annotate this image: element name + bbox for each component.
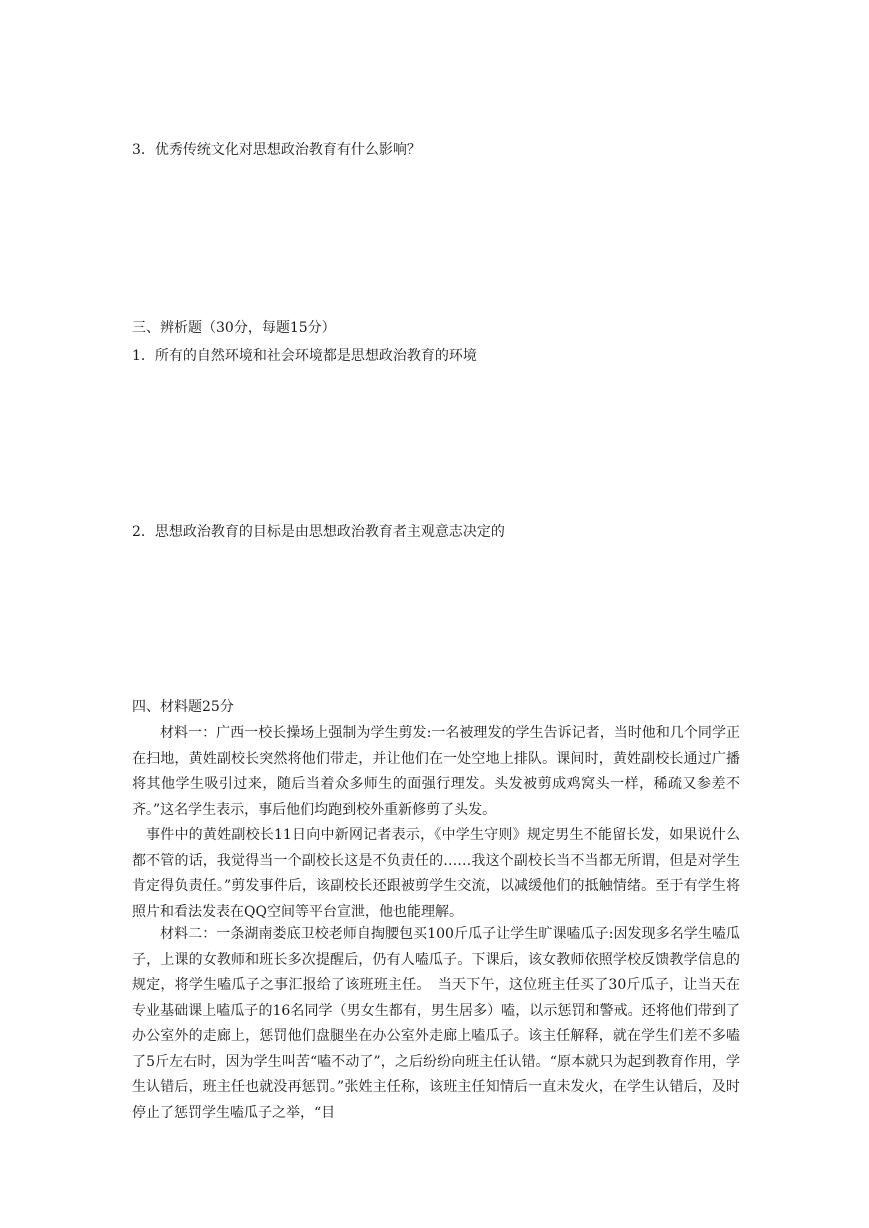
material-1-paragraph-2: 事件中的黄姓副校长11日向中新网记者表示，《中学生守则》规定男生不能留长发，如果说什么都不管的话，我觉得当一个副校长这是不负责任的……我这个副校长当不当都无所谓，但是对学生肯定得负责任。”剪发事件后，该副校长还跟被剪学生交流，以减缓他们的抵触情绪。至于有学生将照片和看法发表在QQ空间等平台宣泄，他也能理解。 <box>132 827 740 920</box>
question-discrimination-2: 2．思想政治教育的目标是由思想政治教育者主观意志决定的 <box>132 524 505 540</box>
section-heading-material: 四、材料题25分 <box>132 699 234 715</box>
question-3: 3．优秀传统文化对思想政治教育有什么影响？ <box>132 142 421 158</box>
section-heading-discrimination: 三、辨析题（30分，每题15分） <box>132 320 336 336</box>
question-discrimination-1: 1．所有的自然环境和社会环境都是思想政治教育的环境 <box>132 348 477 364</box>
material-2-paragraph-1: 材料二：一条湖南娄底卫校老师自掏腰包买100斤瓜子让学生旷课嗑瓜子:因发现多名学生嗑瓜子，上课的女教师和班长多次提醒后，仍有人嗑瓜子。下课后，该女教师依照学校反馈教学信息的规定，将学生嗑瓜子之事汇报给了该班班主任。 当天下午，这位班主任买了30斤瓜子，让当天在专业基础课上嗑瓜子的16名同学（男女生都有，男生居多）嗑，以示惩罚和警戒。还将他们带到了办公室外的走廊上，惩罚他们盘腿坐在办公室外走廊上嗑瓜子。该主任解释，就在学生们差不多嗑了5斤左右时，因为学生叫苦“嗑不动了”，之后纷纷向班主任认错。“原本就只为起到教育作用，学生认错后，班主任也就没再惩罚。”张姓主任称，该班主任知情后一直未发火，在学生认错后，及时停止了惩罚学生嗑瓜子之举，“目 <box>132 926 740 1121</box>
material-1-paragraph-1: 材料一：广西一校长操场上强制为学生剪发:一名被理发的学生告诉记者，当时他和几个同学正在扫地，黄姓副校长突然将他们带走，并让他们在一处空地上排队。课间时，黄姓副校长通过广播将其他学生吸引过来，随后当着众多师生的面强行理发。头发被剪成鸡窝头一样，稀疏又参差不齐。”这名学生表示，事后他们均跑到校外重新修剪了头发。 <box>132 725 740 818</box>
